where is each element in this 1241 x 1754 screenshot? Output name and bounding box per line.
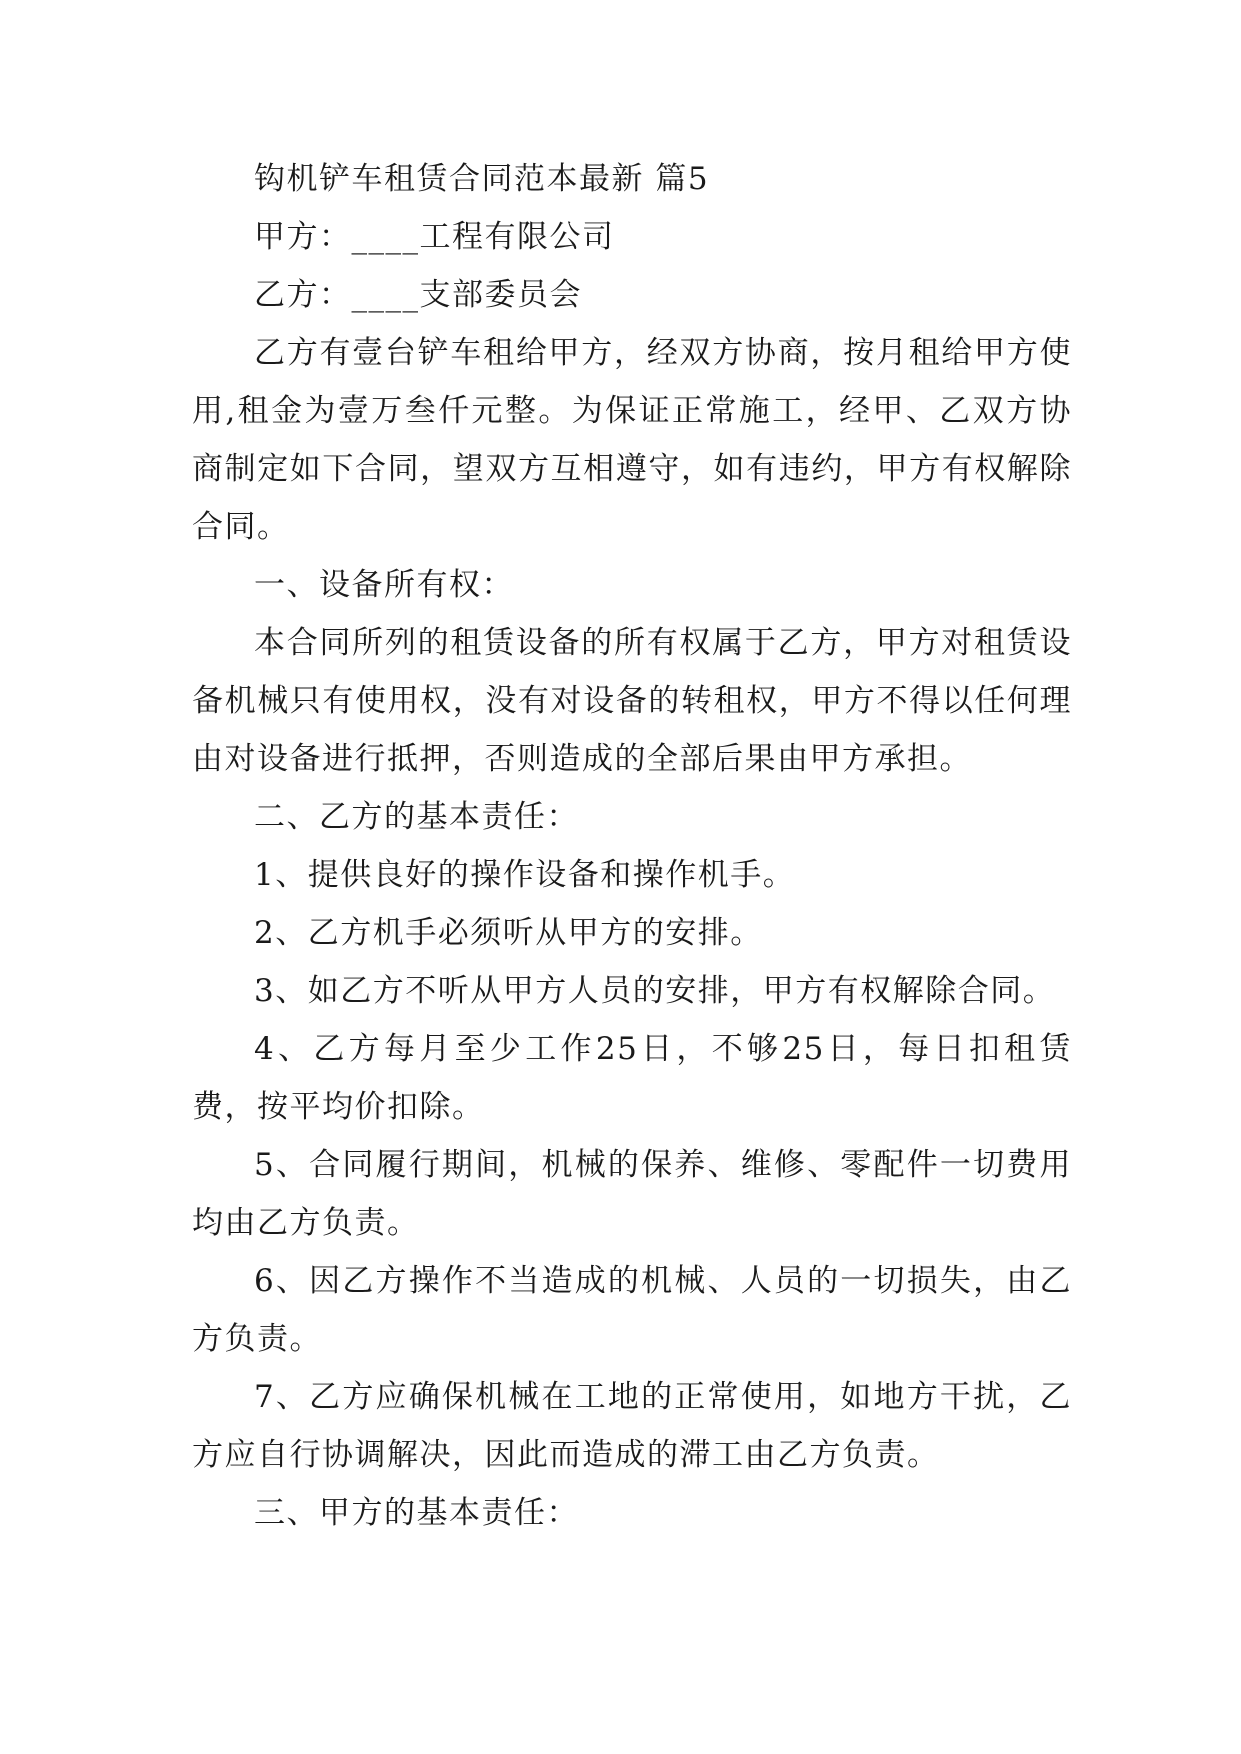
section-heading: 二、乙方的基本责任： [254,799,579,835]
list-item: 1、提供良好的操作设备和操作机手。 [254,857,796,893]
list-item: 2、乙方机手必须听从甲方的安排。 [254,915,763,951]
section-heading: 一、设备所有权： [254,567,514,603]
list-item: 4、乙方每月至少工作25日，不够25日，每日扣租赁费，按平均价扣除。 [192,1031,1072,1125]
list-item: 5、合同履行期间，机械的保养、维修、零配件一切费用均由乙方负责。 [192,1147,1072,1241]
party-a-line: 甲方：____工程有限公司 [254,219,615,255]
section-paragraph: 本合同所列的租赁设备的所有权属于乙方，甲方对租赁设备机械只有使用权，没有对设备的转租权，甲方不得以任何理由对设备进行抵押，否则造成的全部后果由甲方承担。 [192,625,1072,777]
list-item: 3、如乙方不听从甲方人员的安排，甲方有权解除合同。 [254,973,1056,1009]
section-heading: 三、甲方的基本责任： [254,1495,579,1531]
intro-paragraph: 乙方有壹台铲车租给甲方，经双方协商，按月租给甲方使用,租金为壹万叁仟元整。为保证正常施工，经甲、乙双方协商制定如下合同，望双方互相遵守，如有违约，甲方有权解除合同。 [192,335,1072,545]
list-item: 6、因乙方操作不当造成的机械、人员的一切损失，由乙方负责。 [192,1263,1072,1357]
party-b-line: 乙方：____支部委员会 [254,277,582,313]
document-page [192,150,1072,1542]
list-item: 7、乙方应确保机械在工地的正常使用，如地方干扰，乙方应自行协调解决，因此而造成的滞工由乙方负责。 [192,1379,1072,1473]
document-title: 钩机铲车租赁合同范本最新 篇5 [254,161,710,197]
